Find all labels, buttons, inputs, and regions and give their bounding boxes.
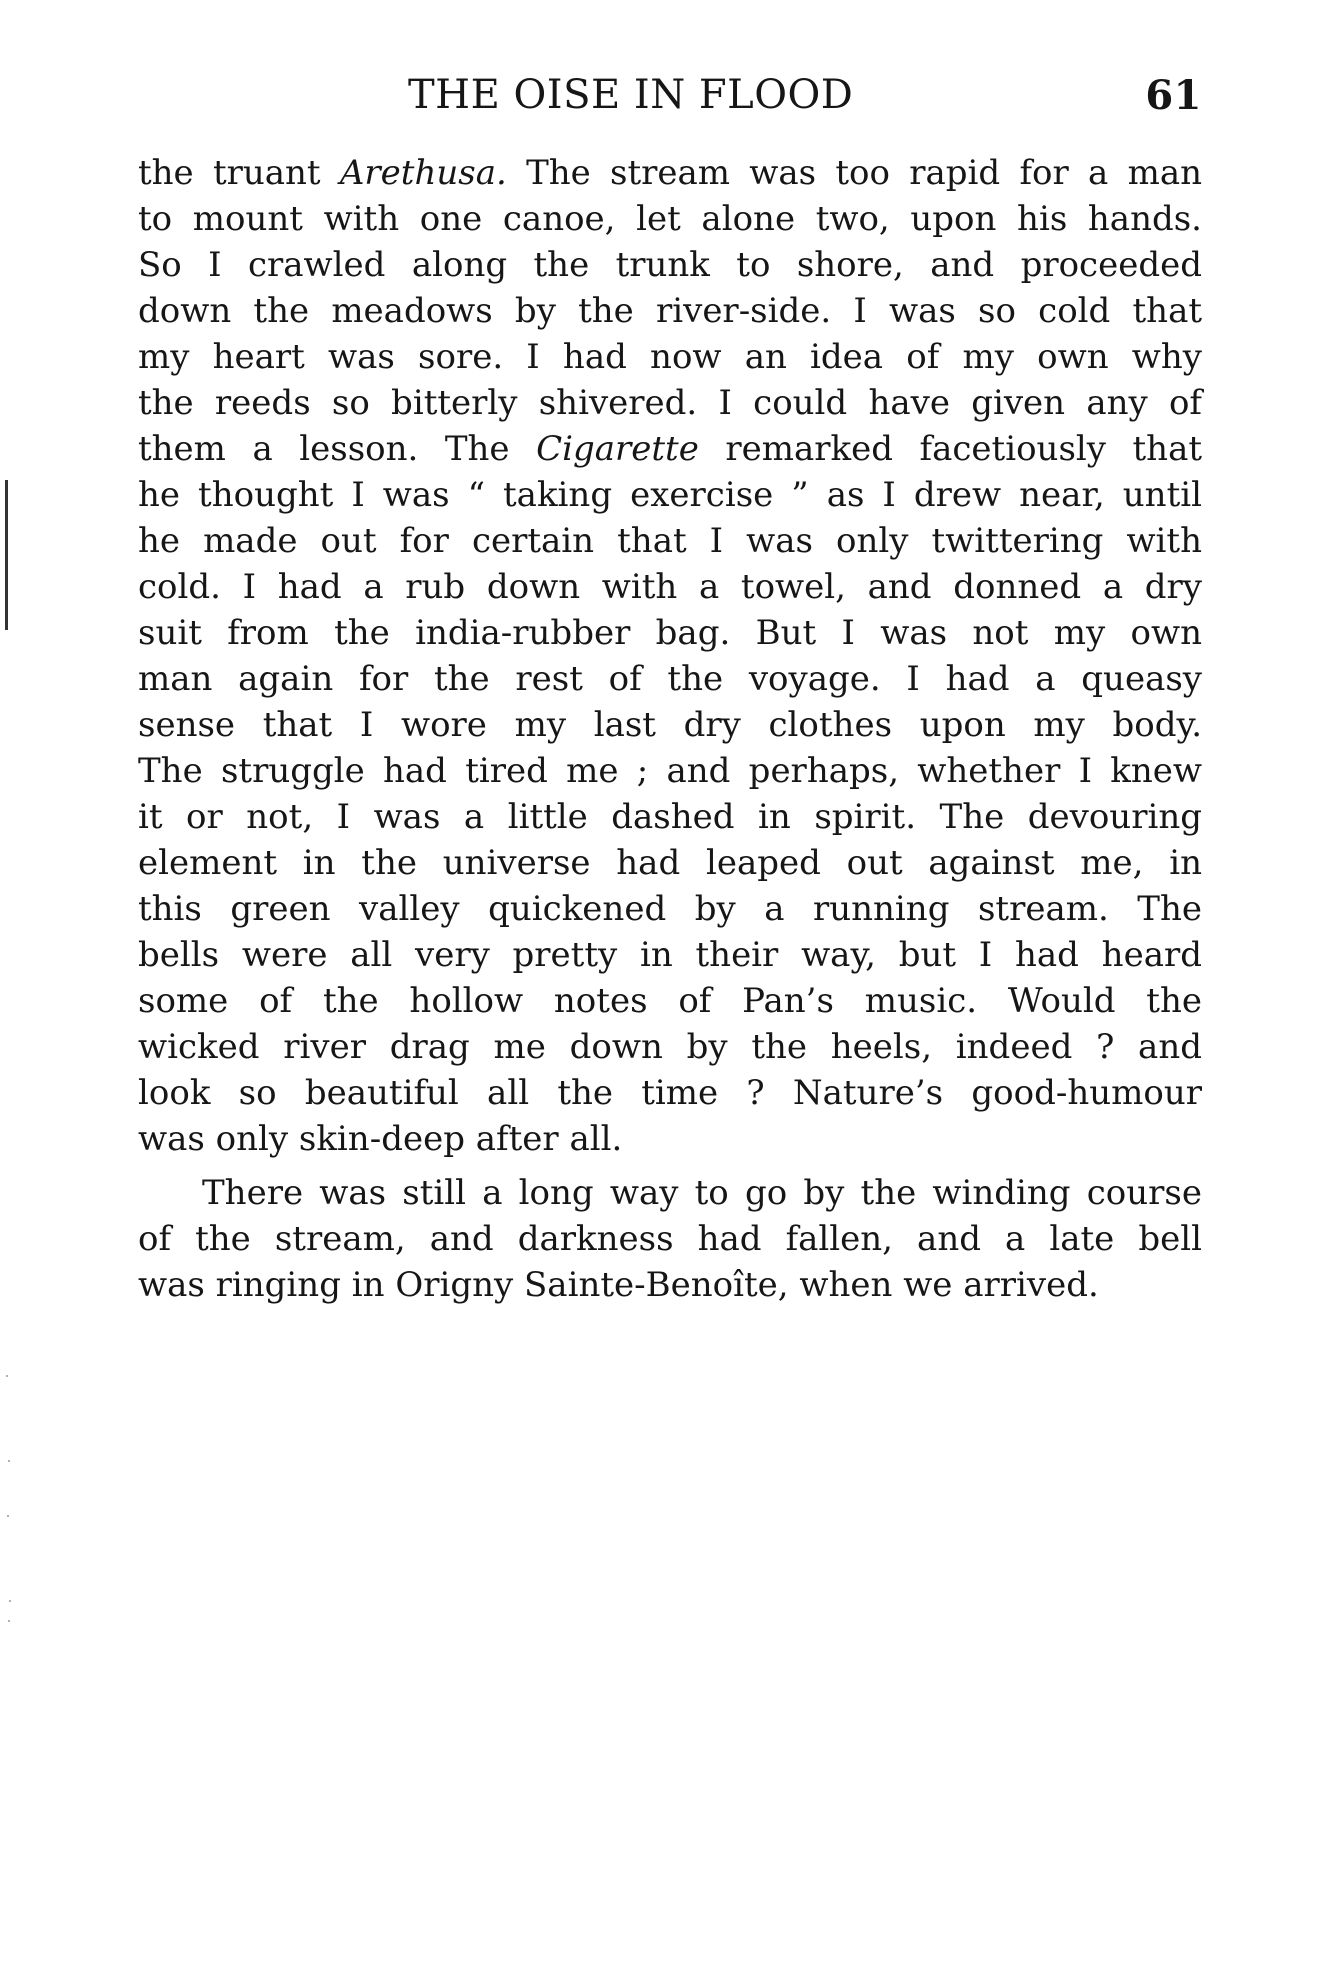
scan-speck <box>9 1600 11 1602</box>
text-line: So I crawled along the trunk to shore, and proceeded <box>138 245 1202 285</box>
text-line: it or not, I was a little dashed in spirit. The devouring <box>138 797 1202 837</box>
text-line: was only skin-deep after all. <box>138 1119 623 1159</box>
text-line: the reeds so bitterly shivered. I could have given any of <box>138 383 1202 423</box>
italic-ship-name: Arethusa. <box>339 153 507 193</box>
scan-speck <box>8 1620 10 1622</box>
text-line: man again for the rest of the voyage. I had a queasy <box>138 659 1202 699</box>
text-line: There was still a long way to go by the winding course <box>202 1173 1202 1213</box>
text-line: down the meadows by the river-side. I was so cold that <box>138 291 1202 331</box>
text-line: he thought I was “ taking exercise ” as I drew near, until <box>138 475 1202 515</box>
text-line <box>138 150 1202 196</box>
text-line: to mount with one canoe, let alone two, upon his hands. <box>138 199 1202 239</box>
text-line: he made out for certain that I was only twittering with <box>138 521 1202 561</box>
text-line: my heart was sore. I had now an idea of my own why <box>138 337 1202 377</box>
italic-ship-name: Cigarette <box>536 429 699 469</box>
page-number: 61 <box>1145 72 1202 119</box>
paragraph-gap <box>138 1162 1202 1170</box>
text-line: this green valley quickened by a running stream. The <box>138 889 1202 929</box>
text-run: The stream was too rapid for a man <box>506 153 1202 193</box>
text-line: suit from the india-rubber bag. But I was not my own <box>138 613 1202 653</box>
page-header <box>138 72 1202 132</box>
text-line: was ringing in Origny Sainte-Benoîte, when we arrived. <box>138 1265 1099 1305</box>
paragraph-2 <box>138 1170 1202 1308</box>
text-line: cold. I had a rub down with a towel, and donned a dry <box>138 567 1202 607</box>
text-line: some of the hollow notes of Pan’s music. Would the <box>138 981 1202 1021</box>
running-title: THE OISE IN FLOOD <box>408 72 854 118</box>
text-line: bells were all very pretty in their way, but I had heard <box>138 935 1202 975</box>
text-line: sense that I wore my last dry clothes upon my body. <box>138 705 1202 745</box>
scan-speck <box>8 1460 10 1462</box>
text-line: of the stream, and darkness had fallen, and a late bell <box>138 1219 1202 1259</box>
body-text <box>138 150 1202 1308</box>
text-run: them a lesson. The <box>138 429 537 469</box>
text-line: The struggle had tired me ; and perhaps, whether I knew <box>138 751 1202 791</box>
text-run: remarked facetiously that <box>698 429 1203 469</box>
text-line: wicked river drag me down by the heels, indeed ? and <box>138 1027 1202 1067</box>
text-line <box>138 426 1202 472</box>
paragraph-1 <box>138 150 1202 1162</box>
scan-speck <box>7 1515 9 1517</box>
text-line: element in the universe had leaped out against me, in <box>138 843 1202 883</box>
text-line: look so beautiful all the time ? Nature’s good-humour <box>138 1073 1202 1113</box>
scan-margin-line <box>5 480 8 630</box>
scan-speck <box>6 1375 8 1377</box>
text-run: the truant <box>138 153 340 193</box>
